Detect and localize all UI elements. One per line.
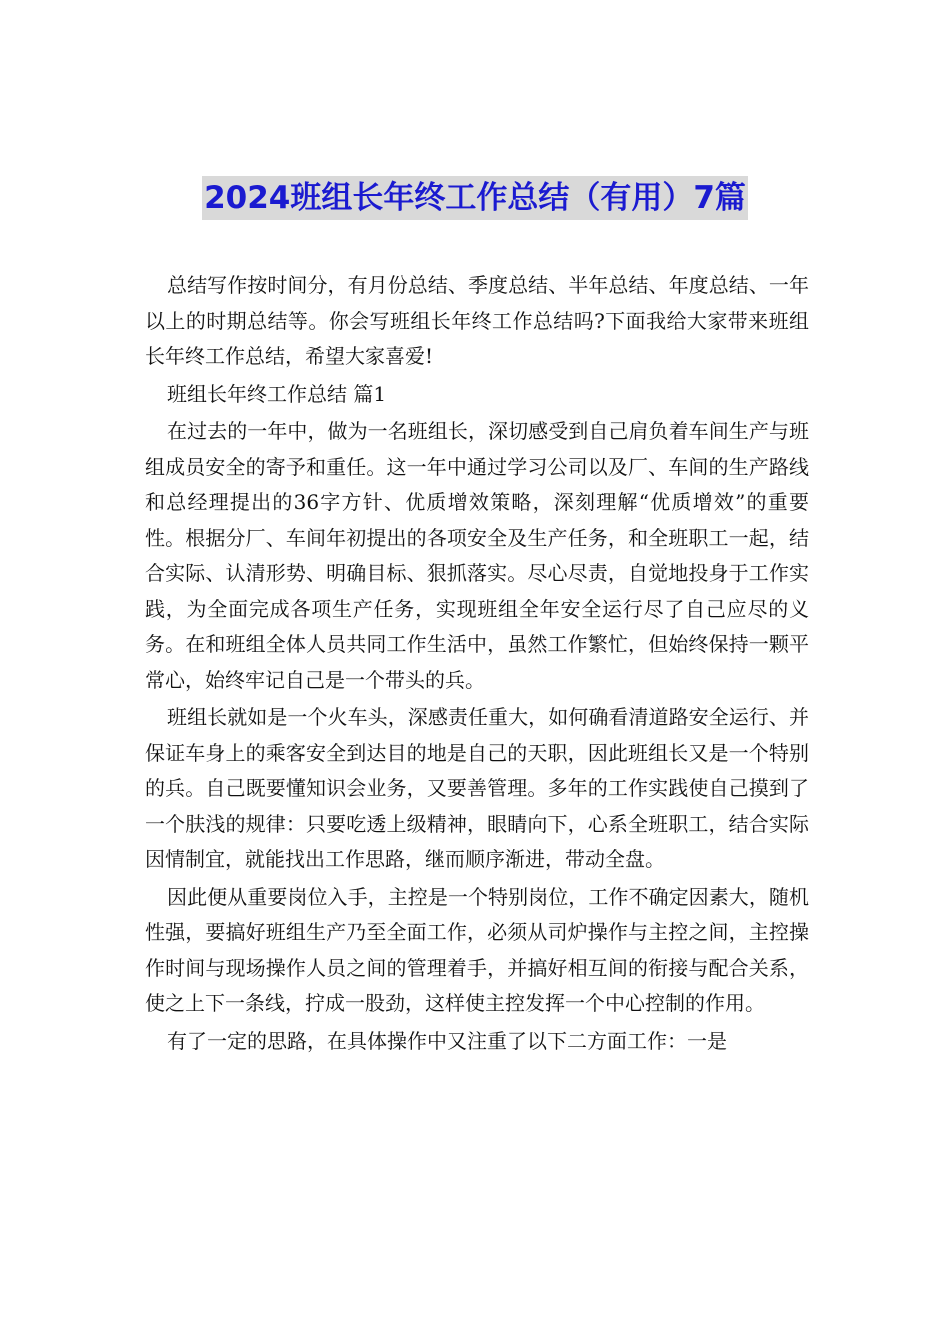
document-body <box>145 268 809 1061</box>
body-paragraph-4: 有了一定的思路，在具体操作中又注重了以下二方面工作：一是 <box>167 1028 727 1053</box>
document-title: 2024班组长年终工作总结（有用）7篇 <box>202 176 748 220</box>
section-heading: 班组长年终工作总结 篇1 <box>167 381 387 406</box>
body-paragraph-1: 在过去的一年中，做为一名班组长，深切感受到自己肩负着车间生产与班组成员安全的寄予和重任。这一年中通过学习公司以及厂、车间的生产路线和总经理提出的36字方针、优质增效策略，深刻理解“优质增效”的重要性。根据分厂、车间年初提出的各项安全及生产任务，和全班职工一起，结合实际、认清形势、明确目标、狠抓落实。尽心尽责，自觉地投身于工作实践，为全面完成各项生产任务，实现班组全年安全运行尽了自己应尽的义务。在和班组全体人员共同工作生活中，虽然工作繁忙，但始终保持一颗平常心，始终牢记自己是一个带头的兵。 <box>145 419 809 692</box>
title-container <box>0 176 950 220</box>
intro-paragraph: 总结写作按时间分，有月份总结、季度总结、半年总结、年度总结、一年以上的时期总结等。你会写班组长年终工作总结吗?下面我给大家带来班组长年终工作总结，希望大家喜爱! <box>145 273 809 368</box>
body-paragraph-2: 班组长就如是一个火车头，深感责任重大，如何确看清道路安全运行、并保证车身上的乘客安全到达目的地是自己的天职，因此班组长又是一个特别的兵。自己既要懂知识会业务，又要善管理。多年的工作实践使自己摸到了一个肤浅的规律：只要吃透上级精神，眼睛向下，心系全班职工，结合实际因情制宜，就能找出工作思路，继而顺序渐进，带动全盘。 <box>145 705 809 871</box>
body-paragraph-3: 因此便从重要岗位入手，主控是一个特别岗位，工作不确定因素大，随机性强，要搞好班组生产乃至全面工作，必须从司炉操作与主控之间，主控操作时间与现场操作人员之间的管理着手，并搞好相互间的衔接与配合关系，使之上下一条线，拧成一股劲，这样使主控发挥一个中心控制的作用。 <box>145 884 809 1015</box>
